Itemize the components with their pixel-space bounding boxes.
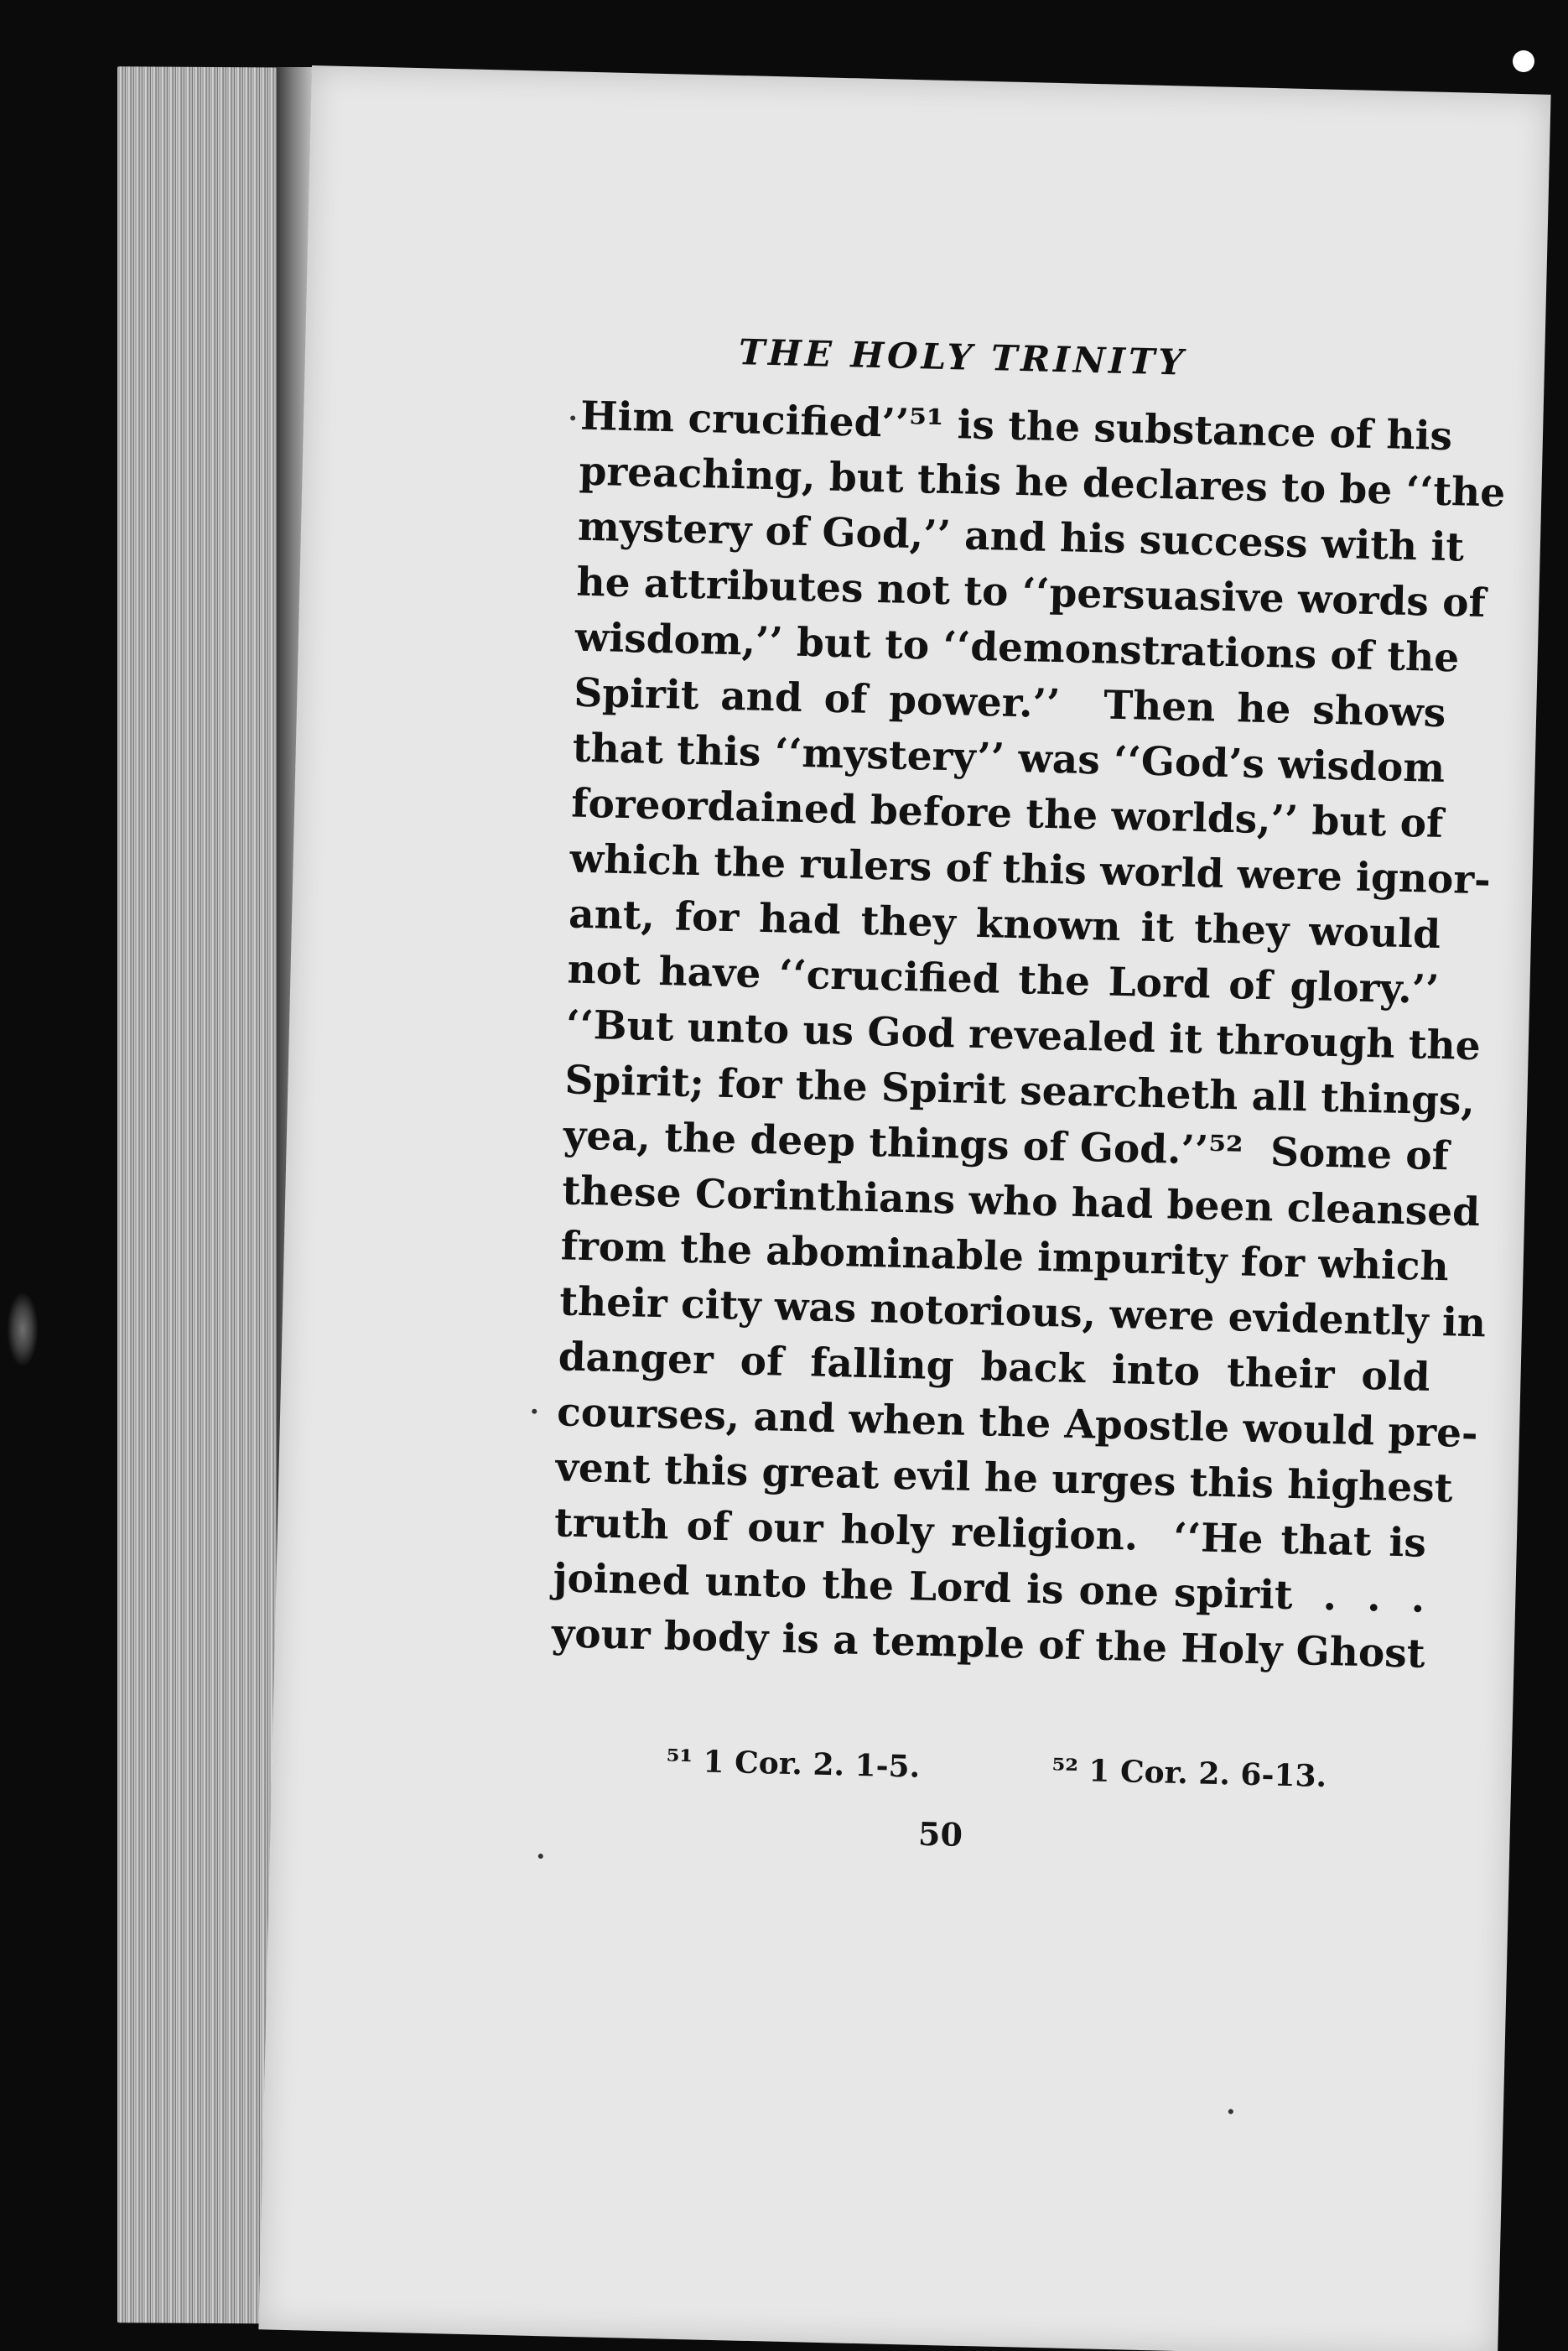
text-line: Him crucified’’⁵¹ is the substance of his <box>579 393 1453 460</box>
footnotes <box>591 1741 1346 1795</box>
text-line: danger of falling back into their old <box>558 1334 1431 1401</box>
text-line: Spirit; for the Spirit searcheth all things, <box>563 1057 1476 1126</box>
footnote-51: ⁵¹ 1 Cor. 2. 1-5. <box>665 1743 921 1785</box>
scan-dust <box>1228 2109 1233 2114</box>
scan-dust <box>570 415 575 420</box>
text-line: courses, and when the Apostle would pre- <box>556 1389 1479 1458</box>
text-line: these Corinthians who had been cleansed <box>561 1168 1481 1236</box>
scan-dust <box>532 1409 537 1414</box>
text-line: that this ‘‘mystery’’ was ‘‘God’s wisdom <box>572 725 1446 793</box>
text-line: vent this great evil he urges this highest <box>555 1444 1454 1512</box>
text-line: joined unto the Lord is one spirit . . . <box>552 1555 1425 1622</box>
scan-speck <box>7 1292 39 1367</box>
page-number: 50 <box>917 1814 963 1854</box>
text-line: Spirit and of power.’’ Then he shows <box>573 669 1446 737</box>
text-line: which the rulers of this world were ignor- <box>569 835 1492 904</box>
text-line: not have ‘‘crucified the Lord of glory.’’ <box>567 946 1441 1013</box>
text-line: preaching, but this he declares to be ‘‘the <box>579 448 1506 517</box>
text-line: truth of our holy religion. ‘‘He that is <box>553 1500 1427 1567</box>
scan-dust <box>538 1854 543 1859</box>
text-line: your body is a temple of the Holy Ghost <box>551 1610 1426 1677</box>
text-line: ant, for had they known it they would <box>568 891 1441 958</box>
text-line: mystery of God,’’ and his success with it <box>577 503 1465 571</box>
body-text <box>551 389 1506 1683</box>
text-line: their city was notorious, were evidently in <box>558 1278 1487 1347</box>
text-line: foreordained before the worlds,’’ but of <box>570 780 1444 848</box>
text-line: ‘‘But unto us God revealed it through the <box>565 1001 1482 1070</box>
book-page <box>258 65 1550 2351</box>
text-line: yea, the deep things of God.’’⁵² Some of <box>563 1112 1450 1180</box>
scan-corner-mark <box>1513 50 1534 72</box>
text-line: wisdom,’’ but to ‘‘demonstrations of the <box>574 614 1460 682</box>
text-line: from the abominable impurity for which <box>560 1223 1450 1291</box>
running-head: THE HOLY TRINITY <box>738 331 1187 383</box>
text-line: he attributes not to ‘‘persuasive words of <box>575 559 1487 627</box>
footnote-52: ⁵² 1 Cor. 2. 6-13. <box>1051 1752 1327 1795</box>
